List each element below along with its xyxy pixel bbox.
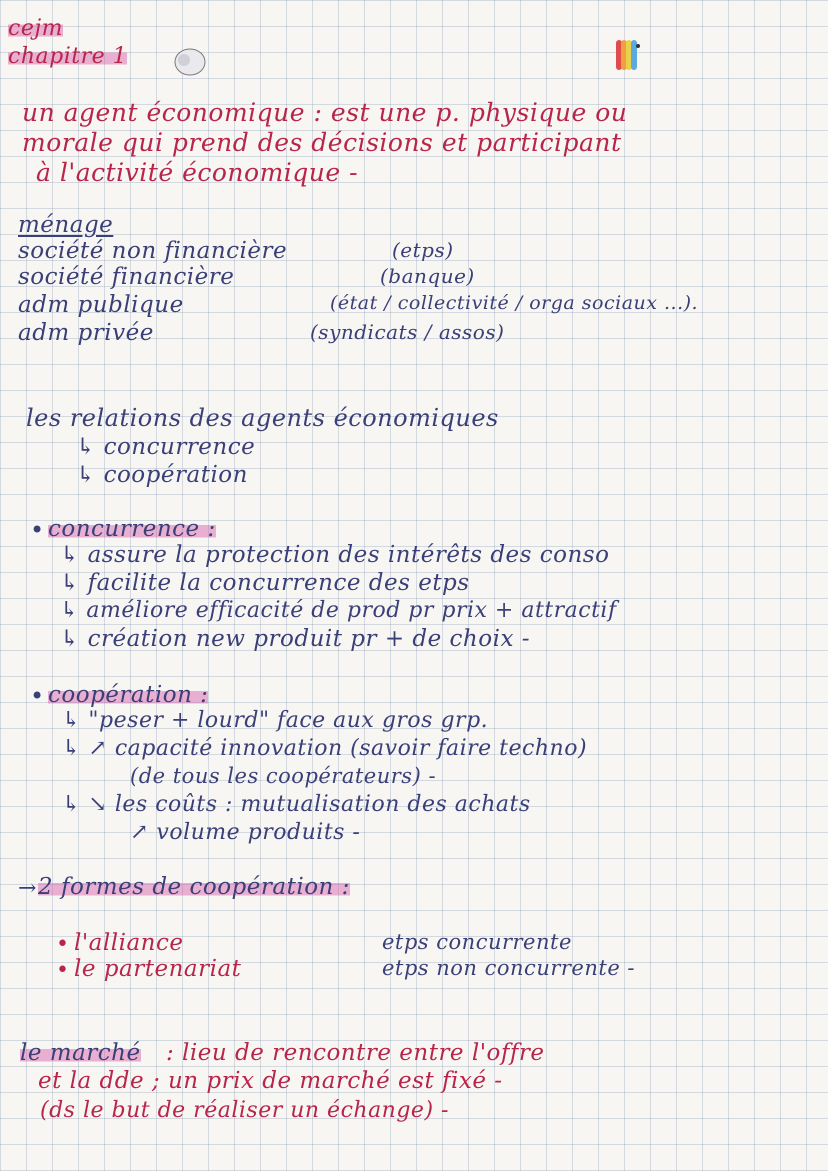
market-term: le marché <box>20 1040 141 1066</box>
cooperation-line: ↳ "peser + lourd" face aux gros grp. <box>62 708 489 733</box>
form-desc: etps concurrente <box>382 930 572 954</box>
agent-note: (état / collectivité / orga sociaux ...). <box>330 292 699 314</box>
agent-name: adm privée <box>18 320 154 346</box>
cooperation-line: ↳ ↘ les coûts : mutualisation des achats <box>62 792 531 817</box>
chapter-title: chapitre 1 <box>8 44 128 69</box>
cooperation-line: ↗ volume produits - <box>130 820 361 845</box>
concurrence-item: ↳ améliore efficacité de prod pr prix + attractif <box>60 598 617 623</box>
agent-name: société financière <box>18 264 235 290</box>
concurrence-item: ↳ assure la protection des intérêts des conso <box>60 542 610 568</box>
definition-line: morale qui prend des décisions et participant <box>22 128 622 157</box>
concurrence-title: concurrence : <box>48 516 216 542</box>
agent-note: (banque) <box>380 264 475 288</box>
cooperation-title: coopération : <box>48 682 209 708</box>
cooperation-line: ↳ ↗ capacité innovation (savoir faire techno) <box>62 736 588 761</box>
form-name: l'alliance <box>74 930 184 956</box>
bullet-icon: • <box>30 516 45 544</box>
concurrence-item: ↳ facilite la concurrence des etps <box>60 570 470 596</box>
market-line: : lieu de rencontre entre l'offre <box>166 1040 545 1066</box>
definition-line: à l'activité économique - <box>36 158 359 187</box>
agent-name: société non financière <box>18 238 288 264</box>
bullet-icon: • <box>30 682 45 710</box>
cooperation-line: (de tous les coopérateurs) - <box>130 764 437 788</box>
rainbow-sticker-icon <box>608 36 648 76</box>
agent-note: (syndicats / assos) <box>310 320 505 344</box>
definition-line: un agent économique : est une p. physique ou <box>22 98 628 127</box>
market-line: (ds le but de réaliser un échange) - <box>40 1098 449 1123</box>
agent-name: ménage <box>18 212 114 238</box>
bullet-icon: • <box>56 932 70 957</box>
concurrence-item: ↳ création new produit pr + de choix - <box>60 626 530 652</box>
bullet-icon: • <box>56 958 70 983</box>
relations-title: les relations des agents économiques <box>26 404 499 432</box>
relations-item: ↳ concurrence <box>76 434 256 460</box>
form-name: le partenariat <box>74 956 242 982</box>
cloud-sticker-icon <box>170 42 210 78</box>
agent-name: adm publique <box>18 292 184 318</box>
forms-title: 2 formes de coopération : <box>38 874 350 900</box>
arrow-icon: → <box>18 876 37 901</box>
form-desc: etps non concurrente - <box>382 956 636 980</box>
relations-item: ↳ coopération <box>76 462 248 488</box>
market-line: et la dde ; un prix de marché est fixé - <box>38 1068 503 1094</box>
agent-note: (etps) <box>392 238 454 262</box>
course-title: cejm <box>8 16 64 41</box>
